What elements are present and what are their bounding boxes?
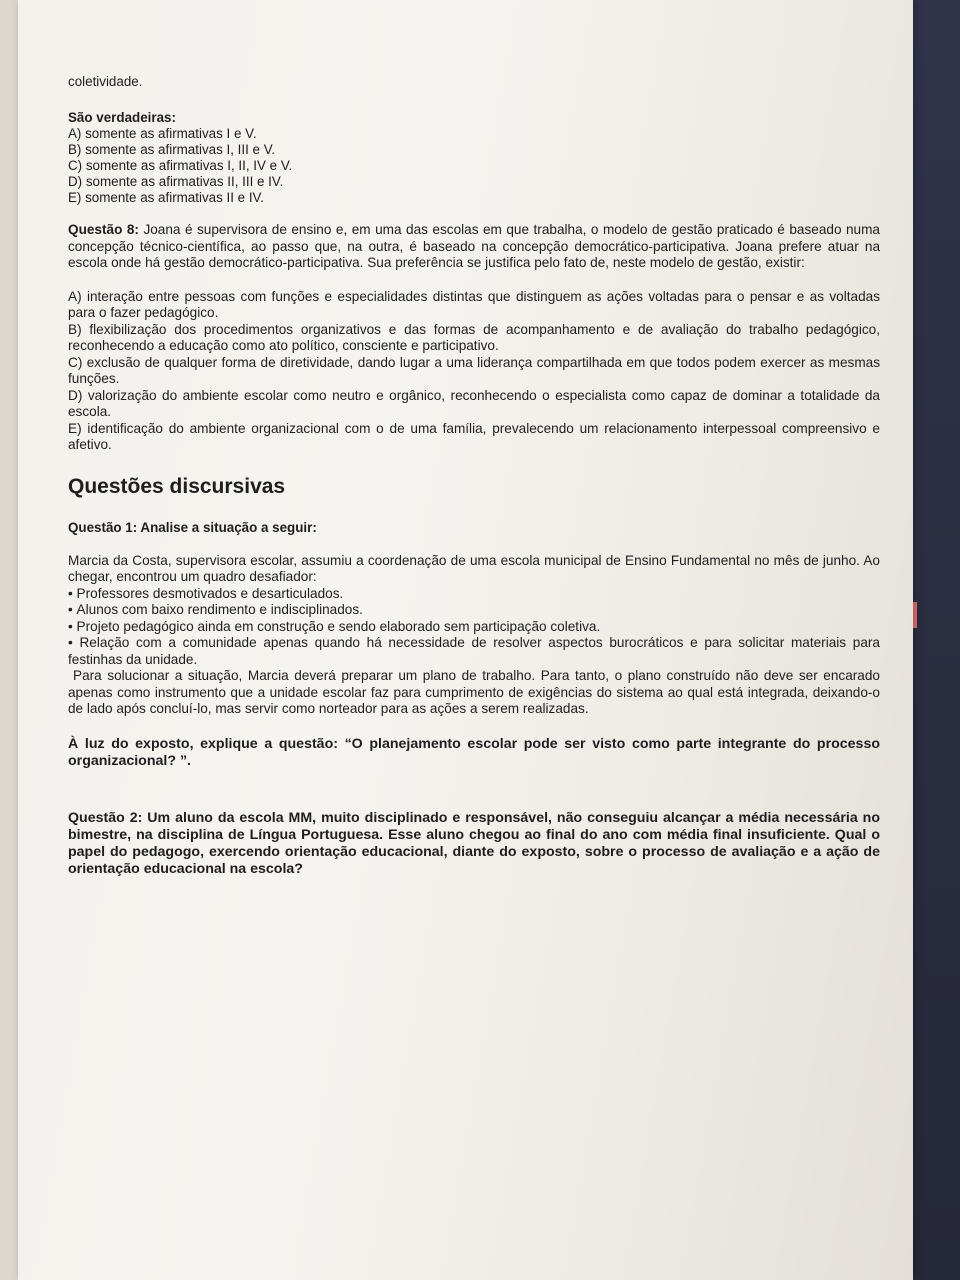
q7-option-c: C) somente as afirmativas I, II, IV e V. <box>68 158 293 173</box>
q8-label: Questão 8: <box>68 222 139 237</box>
q7-options <box>68 126 880 206</box>
q8-option-c: C) exclusão de qualquer forma de diretividade, dando lugar a uma liderança compartilhada em que todos podem exercer as mesmas funções. <box>68 354 880 386</box>
d1-body <box>68 553 880 718</box>
d1-paragraph: Para solucionar a situação, Marcia deverá preparar um plano de trabalho. Para tanto, o plano construído não deve ser encarado apenas como instrumento que a unidade escolar faz para cumprimento de exigências do sistema ao qual está integrada, deixando-o de lado após concluí-lo, mas servir como norteador para as ações a serem realizadas. <box>68 668 880 716</box>
d1-question: À luz do exposto, explique a questão: “O planejamento escolar pode ser visto como parte integrante do processo organizacional? ”. <box>68 735 880 769</box>
list-item: • Relação com a comunidade apenas quando há necessidade de resolver aspectos burocráticos e para solicitar materiais para festinhas da unidade. <box>68 635 880 668</box>
q8-option-a: A) interação entre pessoas com funções e especialidades distintas que distinguem as ações voltadas para o pensar e as voltadas para o fazer pedagógico. <box>68 288 880 320</box>
list-item: • Professores desmotivados e desarticulados. <box>68 586 880 603</box>
q7-heading: São verdadeiras: <box>68 110 176 125</box>
q8-statement <box>68 222 880 272</box>
section-title: Questões discursivas <box>68 474 286 498</box>
q8-text: Joana é supervisora de ensino e, em uma das escolas em que trabalha, o modelo de gestão praticado é baseado numa concepção técnico-científica, ao passo que, na outra, é baseado na concepção democrático-participativa. Joana prefere atuar na escola onde há gestão democrático-participativa. Sua preferência se justifica pelo fato de, neste modelo de gestão, existir: <box>68 222 880 270</box>
q8-option-d: D) valorização do ambiente escolar como neutro e orgânico, reconhecendo o especialista como capaz de dominar a totalidade da escola. <box>68 387 880 419</box>
q8-option-b: B) flexibilização dos procedimentos organizativos e das formas de acompanhamento e de avaliação do trabalho pedagógico, reconhecendo a educação como ato político, consciente e participativo. <box>68 321 880 353</box>
q7-option-e: E) somente as afirmativas II e IV. <box>68 190 264 205</box>
exam-sheet <box>18 0 913 1280</box>
carryover-word: coletividade. <box>68 74 143 89</box>
d1-bullet-list <box>68 586 880 669</box>
list-item: • Projeto pedagógico ainda em construção e sendo elaborado sem participação coletiva. <box>68 619 880 636</box>
d1-heading: Questão 1: Analise a situação a seguir: <box>68 519 317 535</box>
sheet-content <box>68 74 880 878</box>
d1-intro: Marcia da Costa, supervisora escolar, assumiu a coordenação de uma escola municipal de Ensino Fundamental no mês de junho. Ao chegar, encontrou um quadro desafiador: <box>68 552 880 584</box>
d2-label: Questão 2: <box>68 809 143 826</box>
q8-options <box>68 289 880 454</box>
d2-statement <box>68 810 880 878</box>
q7-option-a: A) somente as afirmativas I e V. <box>68 126 257 141</box>
list-item: • Alunos com baixo rendimento e indisciplinados. <box>68 602 880 619</box>
d2-text: Um aluno da escola MM, muito disciplinado e responsável, não conseguiu alcançar a média necessária no bimestre, na disciplina de Língua Portuguesa. Esse aluno chegou ao final do ano com média final insuficiente. Qual o papel do pedagogo, exercendo orientação educacional, diante do exposto, sobre o processo de avaliação e a ação de orientação educacional na escola? <box>68 809 881 877</box>
q8-option-e: E) identificação do ambiente organizacional com o de uma família, prevalecendo um relacionamento interpessoal compreensivo e afetivo. <box>68 420 880 452</box>
q7-option-d: D) somente as afirmativas II, III e IV. <box>68 174 284 189</box>
q7-option-b: B) somente as afirmativas I, III e V. <box>68 142 276 157</box>
